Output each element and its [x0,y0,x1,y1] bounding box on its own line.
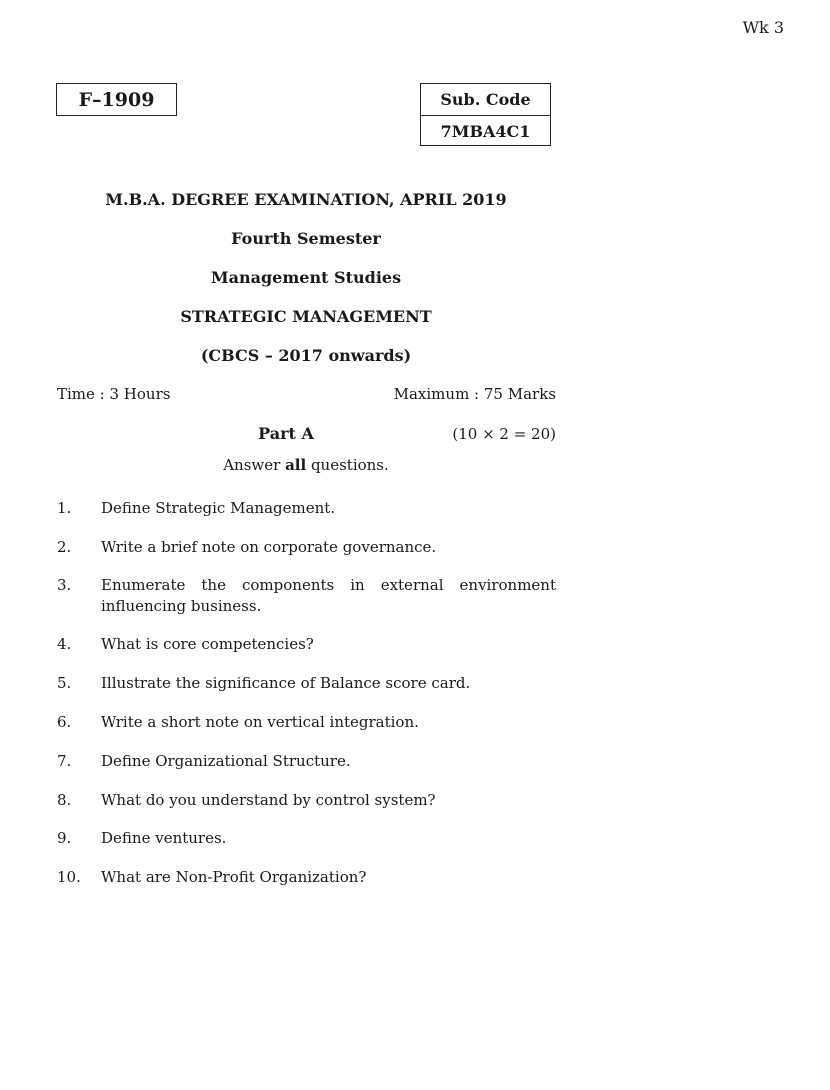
question-9 [57,828,556,849]
sub-code-box [420,83,551,146]
question-6 [57,712,556,733]
corner-label: Wk 3 [742,18,784,37]
question-text: Define Strategic Management. [101,499,336,517]
question-10 [57,867,556,888]
question-text: Illustrate the significance of Balance score card. [101,674,471,692]
question-text: What is core competencies? [101,635,314,653]
question-8 [57,790,556,811]
question-text: Write a short note on vertical integration. [101,713,419,731]
instruction-bold: all [285,456,307,474]
question-text: Write a brief note on corporate governance. [101,538,437,556]
question-number: 5. [57,674,72,692]
paper-code-box [56,83,177,116]
question-number: 4. [57,635,72,653]
sub-code-value: 7MBA4C1 [440,122,531,141]
question-number: 6. [57,713,72,731]
question-text: Enumerate the components in external environment influencing business. [101,576,556,615]
question-5 [57,673,556,694]
question-number: 10. [57,868,81,886]
question-7 [57,751,556,772]
question-2 [57,537,556,558]
question-text: Define Organizational Structure. [101,752,351,770]
question-number: 2. [57,538,72,556]
scheme: (CBCS – 2017 onwards) [200,346,412,365]
question-number: 3. [57,576,72,594]
stream: Management Studies [210,268,402,287]
question-number: 7. [57,752,72,770]
question-text: Define ventures. [101,829,227,847]
question-number: 9. [57,829,72,847]
question-number: 8. [57,791,72,809]
question-text: What are Non-Profit Organization? [101,868,367,886]
instruction-after: questions. [306,456,389,474]
semester: Fourth Semester [231,229,381,248]
part-title: Part A [258,424,314,443]
question-3 [57,575,556,617]
instruction [56,456,556,474]
subject: STRATEGIC MANAGEMENT [180,307,432,326]
sub-code-label: Sub. Code [421,84,550,116]
exam-title: M.B.A. DEGREE EXAMINATION, APRIL 2019 [105,190,507,209]
question-1 [57,498,556,519]
paper-code: F–1909 [78,88,155,111]
max-marks: Maximum : 75 Marks [393,385,556,403]
time-allowed: Time : 3 Hours [57,385,171,403]
question-text: What do you understand by control system? [101,791,436,809]
question-number: 1. [57,499,72,517]
part-marks: (10 × 2 = 20) [452,425,556,443]
question-4 [57,634,556,655]
instruction-before: Answer [223,456,286,474]
